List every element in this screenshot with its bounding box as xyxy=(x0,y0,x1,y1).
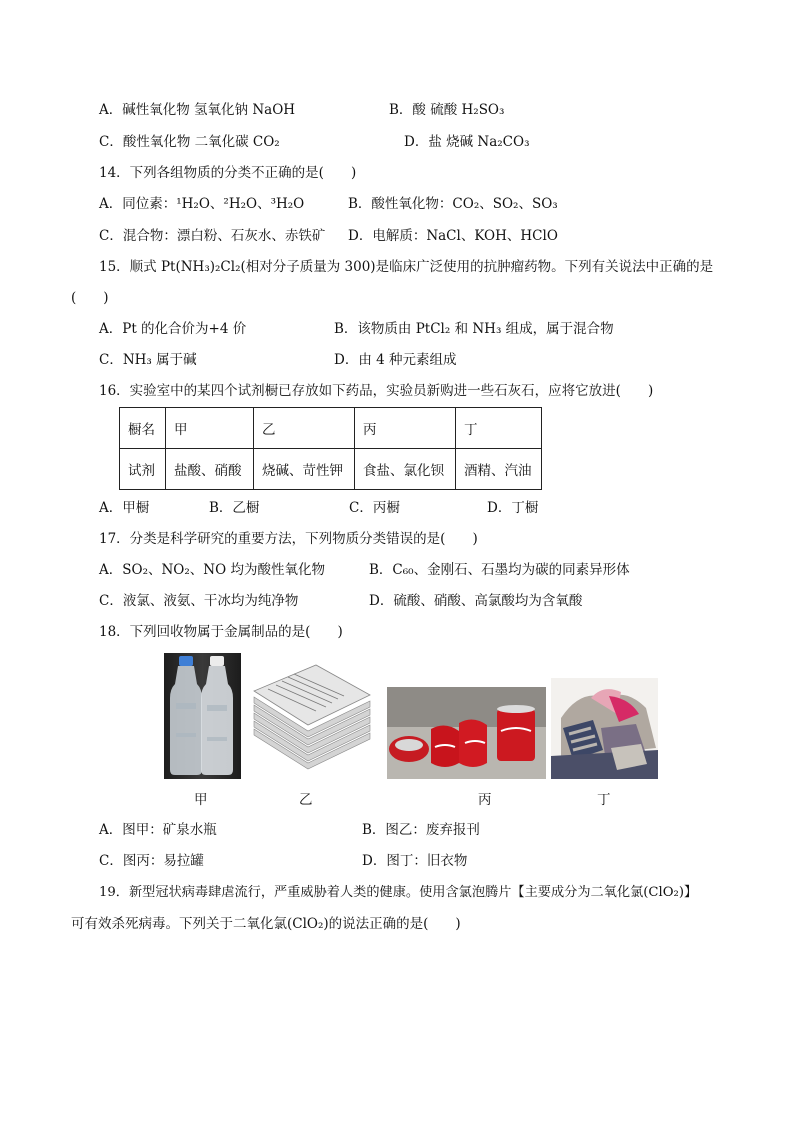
newspaper-stack-image xyxy=(246,661,374,773)
q17-option-a: A．SO₂、NO₂、NO 均为酸性氧化物 xyxy=(99,562,325,578)
q15-option-a: A．Pt 的化合价为+4 价 xyxy=(99,321,247,337)
q14-option-b: B．酸性氧化物：CO₂、SO₂、SO₃ xyxy=(348,196,558,212)
table-cell: 试剂 xyxy=(120,449,166,490)
q15-stem-line1: 15．顺式 Pt(NH₃)₂Cl₂(相对分子质量为 300)是临床广泛使用的抗肿瘤药物。下列有关说法中正确的是 xyxy=(99,259,714,275)
q17-option-b: B．C₆₀、金刚石、石墨均为碳的同素异形体 xyxy=(369,562,630,578)
table-cell: 橱名 xyxy=(120,408,166,449)
q18-option-b: B．图乙：废弃报刊 xyxy=(362,822,480,838)
table-row xyxy=(120,449,542,490)
q19-stem-line2: 可有效杀死病毒。下列关于二氧化氯(ClO₂)的说法正确的是( ) xyxy=(71,916,461,932)
table-cell: 甲 xyxy=(166,408,254,449)
q17-option-d: D．硫酸、硝酸、高氯酸均为含氧酸 xyxy=(369,593,583,609)
q16-stem: 16．实验室中的某四个试剂橱已存放如下药品，实验员新购进一些石灰石，应将它放进( ) xyxy=(99,383,654,399)
q18-option-a: A．图甲：矿泉水瓶 xyxy=(99,822,217,838)
table-cell: 丁 xyxy=(456,408,542,449)
crushed-cans-image xyxy=(387,687,546,779)
q16-option-a: A．甲橱 xyxy=(99,500,150,516)
water-bottles-image xyxy=(164,653,241,779)
q18-option-c: C．图丙：易拉罐 xyxy=(99,853,204,869)
q14-option-d: D．电解质：NaCl、KOH、HClO xyxy=(348,228,558,244)
q18-stem: 18．下列回收物属于金属制品的是( ) xyxy=(99,624,343,640)
table-cell: 酒精、汽油 xyxy=(456,449,542,490)
table-cell: 盐酸、硝酸 xyxy=(166,449,254,490)
table-cell: 烧碱、苛性钾 xyxy=(254,449,355,490)
caption-yi: 乙 xyxy=(299,792,313,808)
reagent-cabinet-table xyxy=(119,407,542,490)
q17-stem: 17．分类是科学研究的重要方法，下列物质分类错误的是( ) xyxy=(99,531,478,547)
q16-option-c: C．丙橱 xyxy=(349,500,400,516)
q15-option-c: C．NH₃ 属于碱 xyxy=(99,352,197,368)
q16-option-d: D．丁橱 xyxy=(487,500,539,516)
old-clothes-image xyxy=(551,678,658,779)
table-row xyxy=(120,408,542,449)
table-cell: 乙 xyxy=(254,408,355,449)
caption-bing: 丙 xyxy=(478,792,492,808)
q16-option-b: B．乙橱 xyxy=(209,500,260,516)
q13-option-c: C．酸性氧化物 二氧化碳 CO₂ xyxy=(99,134,280,150)
caption-jia: 甲 xyxy=(194,792,208,808)
q13-option-a: A．碱性氧化物 氢氧化钠 NaOH xyxy=(99,102,296,118)
q15-option-d: D．由 4 种元素组成 xyxy=(334,352,457,368)
q15-option-b: B．该物质由 PtCl₂ 和 NH₃ 组成，属于混合物 xyxy=(334,321,614,337)
q13-option-d: D．盐 烧碱 Na₂CO₃ xyxy=(404,134,530,150)
q17-option-c: C．液氯、液氨、干冰均为纯净物 xyxy=(99,593,299,609)
q14-stem: 14．下列各组物质的分类不正确的是( ) xyxy=(99,165,357,181)
table-cell: 丙 xyxy=(355,408,456,449)
q14-option-a: A．同位素：¹H₂O、²H₂O、³H₂O xyxy=(99,196,305,212)
table-cell: 食盐、氯化钡 xyxy=(355,449,456,490)
caption-ding: 丁 xyxy=(597,792,611,808)
q18-option-d: D．图丁：旧衣物 xyxy=(362,853,468,869)
q14-option-c: C．混合物：漂白粉、石灰水、赤铁矿 xyxy=(99,228,326,244)
q13-option-b: B．酸 硫酸 H₂SO₃ xyxy=(389,102,505,118)
q19-stem-line1: 19．新型冠状病毒肆虐流行，严重威胁着人类的健康。使用含氯泡腾片【主要成分为二氧化氯(ClO₂)】 xyxy=(99,885,698,900)
q15-stem-line2: ( ) xyxy=(71,290,109,306)
